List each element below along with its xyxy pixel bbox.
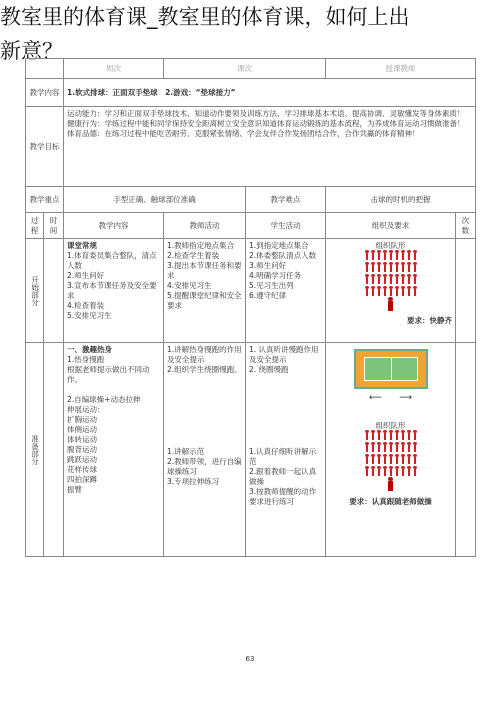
week-header: 周次 xyxy=(64,59,164,79)
stage2-student: 1. 认真听讲慢跑作用及安全提示 2. 绕圈慢跑 1.认真仔细听讲解示范 2.跟着教师一起认真做操 3.按教师提醒的动作要求进行练习 xyxy=(246,343,326,557)
teacher-figure xyxy=(329,301,452,314)
col-time: 时间 xyxy=(44,213,64,239)
key-text: 手型正确、触球部位准确 xyxy=(64,187,246,213)
title-line-2: 新意？ xyxy=(0,39,63,63)
col-process: 过程 xyxy=(26,213,44,239)
teacher-header: 授课教师 xyxy=(326,59,476,79)
goals-text: 运动能力：学习和正面双手垫球技术、知道动作要领及训练方法、学习排球基本术语、提高协调、灵敏懂发等身体素质！ 健康行为：学练过程中能和同学保持安全距离树立安全意识知道体育运动锻炼的基本流程，为养成体育运动习惯做准备！ 体育品德：在练习过程中能吃苦耐劳、克服紧张情绪、学会友伴合作发扬团结合作，合作共赢的体育精神！ xyxy=(64,107,476,187)
col-content: 教学内容 xyxy=(64,213,164,239)
volleyball-court xyxy=(354,349,428,389)
lesson-plan-table xyxy=(25,58,476,557)
content-label: 教学内容 xyxy=(26,79,64,107)
stage2-label: 准备部分 xyxy=(26,343,44,557)
page-number: 63 xyxy=(245,655,255,663)
goals-label: 教学目标 xyxy=(26,107,64,187)
stage2-requirement: 要求：认真跟随老师做操 xyxy=(349,497,432,506)
stage1-teacher: 1.教师指定地点集合 2.检查学生着装 3.提出本节课任务和要求 4.安排见习生 5.提醒课堂纪律和安全要求 xyxy=(164,239,246,343)
content-text: 1.软式排球：正面双手垫球 2.游戏：“垫球接力” xyxy=(64,79,476,107)
stage1-requirement: 要求：快静齐 xyxy=(407,316,452,325)
col-organization: 组织及要求 xyxy=(326,213,456,239)
stage1-student: 1.到指定地点集合 2.体委整队清点人数 3.师生问好 4.明确学习任务 5.见习生出列 6.遵守纪律 xyxy=(246,239,326,343)
session-header: 课次 xyxy=(164,59,326,79)
difficulty-text: 击球的时机的把握 xyxy=(326,187,476,213)
difficulty-label: 教学难点 xyxy=(246,187,326,213)
stage1-label: 开始部分 xyxy=(26,239,44,343)
stage2-teacher: 1.讲解热身慢跑的作用及安全提示 2.组织学生绕圈慢跑。 1.讲解示范 2.教师带领，进行自编球操练习 3.专项拉伸练习 xyxy=(164,343,246,557)
lesson-plan-sheet xyxy=(25,58,475,658)
stage1-content: 课堂常规 1.体育委员集合整队，清点人数 2.师生问好 3.宣布本节课任务及安全要求 4.检查着装 5.安排见习生 xyxy=(64,239,164,343)
title-line-1: 教室里的体育课_教室里的体育课，如何上出 xyxy=(0,5,410,29)
col-count: 次数 xyxy=(456,213,476,239)
col-teacher: 教师活动 xyxy=(164,213,246,239)
col-student: 学生活动 xyxy=(246,213,326,239)
arrow-icon: ⟵ ⟶ xyxy=(369,393,412,403)
stage2-content: 一、激趣热身 1.热身慢跑 根据老师提示做出不同动作。 2.自编球操+动态拉伸 伸展运动： 扩胸运动 体侧运动 体转运动 腹背运动 跳跃运动 花样传球 四拍深蹲 振臂 xyxy=(64,343,164,557)
teacher-figure xyxy=(329,481,452,494)
key-label: 教学重点 xyxy=(26,187,64,213)
stage1-organization: 组织队形 要求：快静齐 xyxy=(326,239,456,343)
stage2-organization: ⟵ ⟶ 组织队形 要求：认真跟随老师做操 xyxy=(326,343,456,557)
